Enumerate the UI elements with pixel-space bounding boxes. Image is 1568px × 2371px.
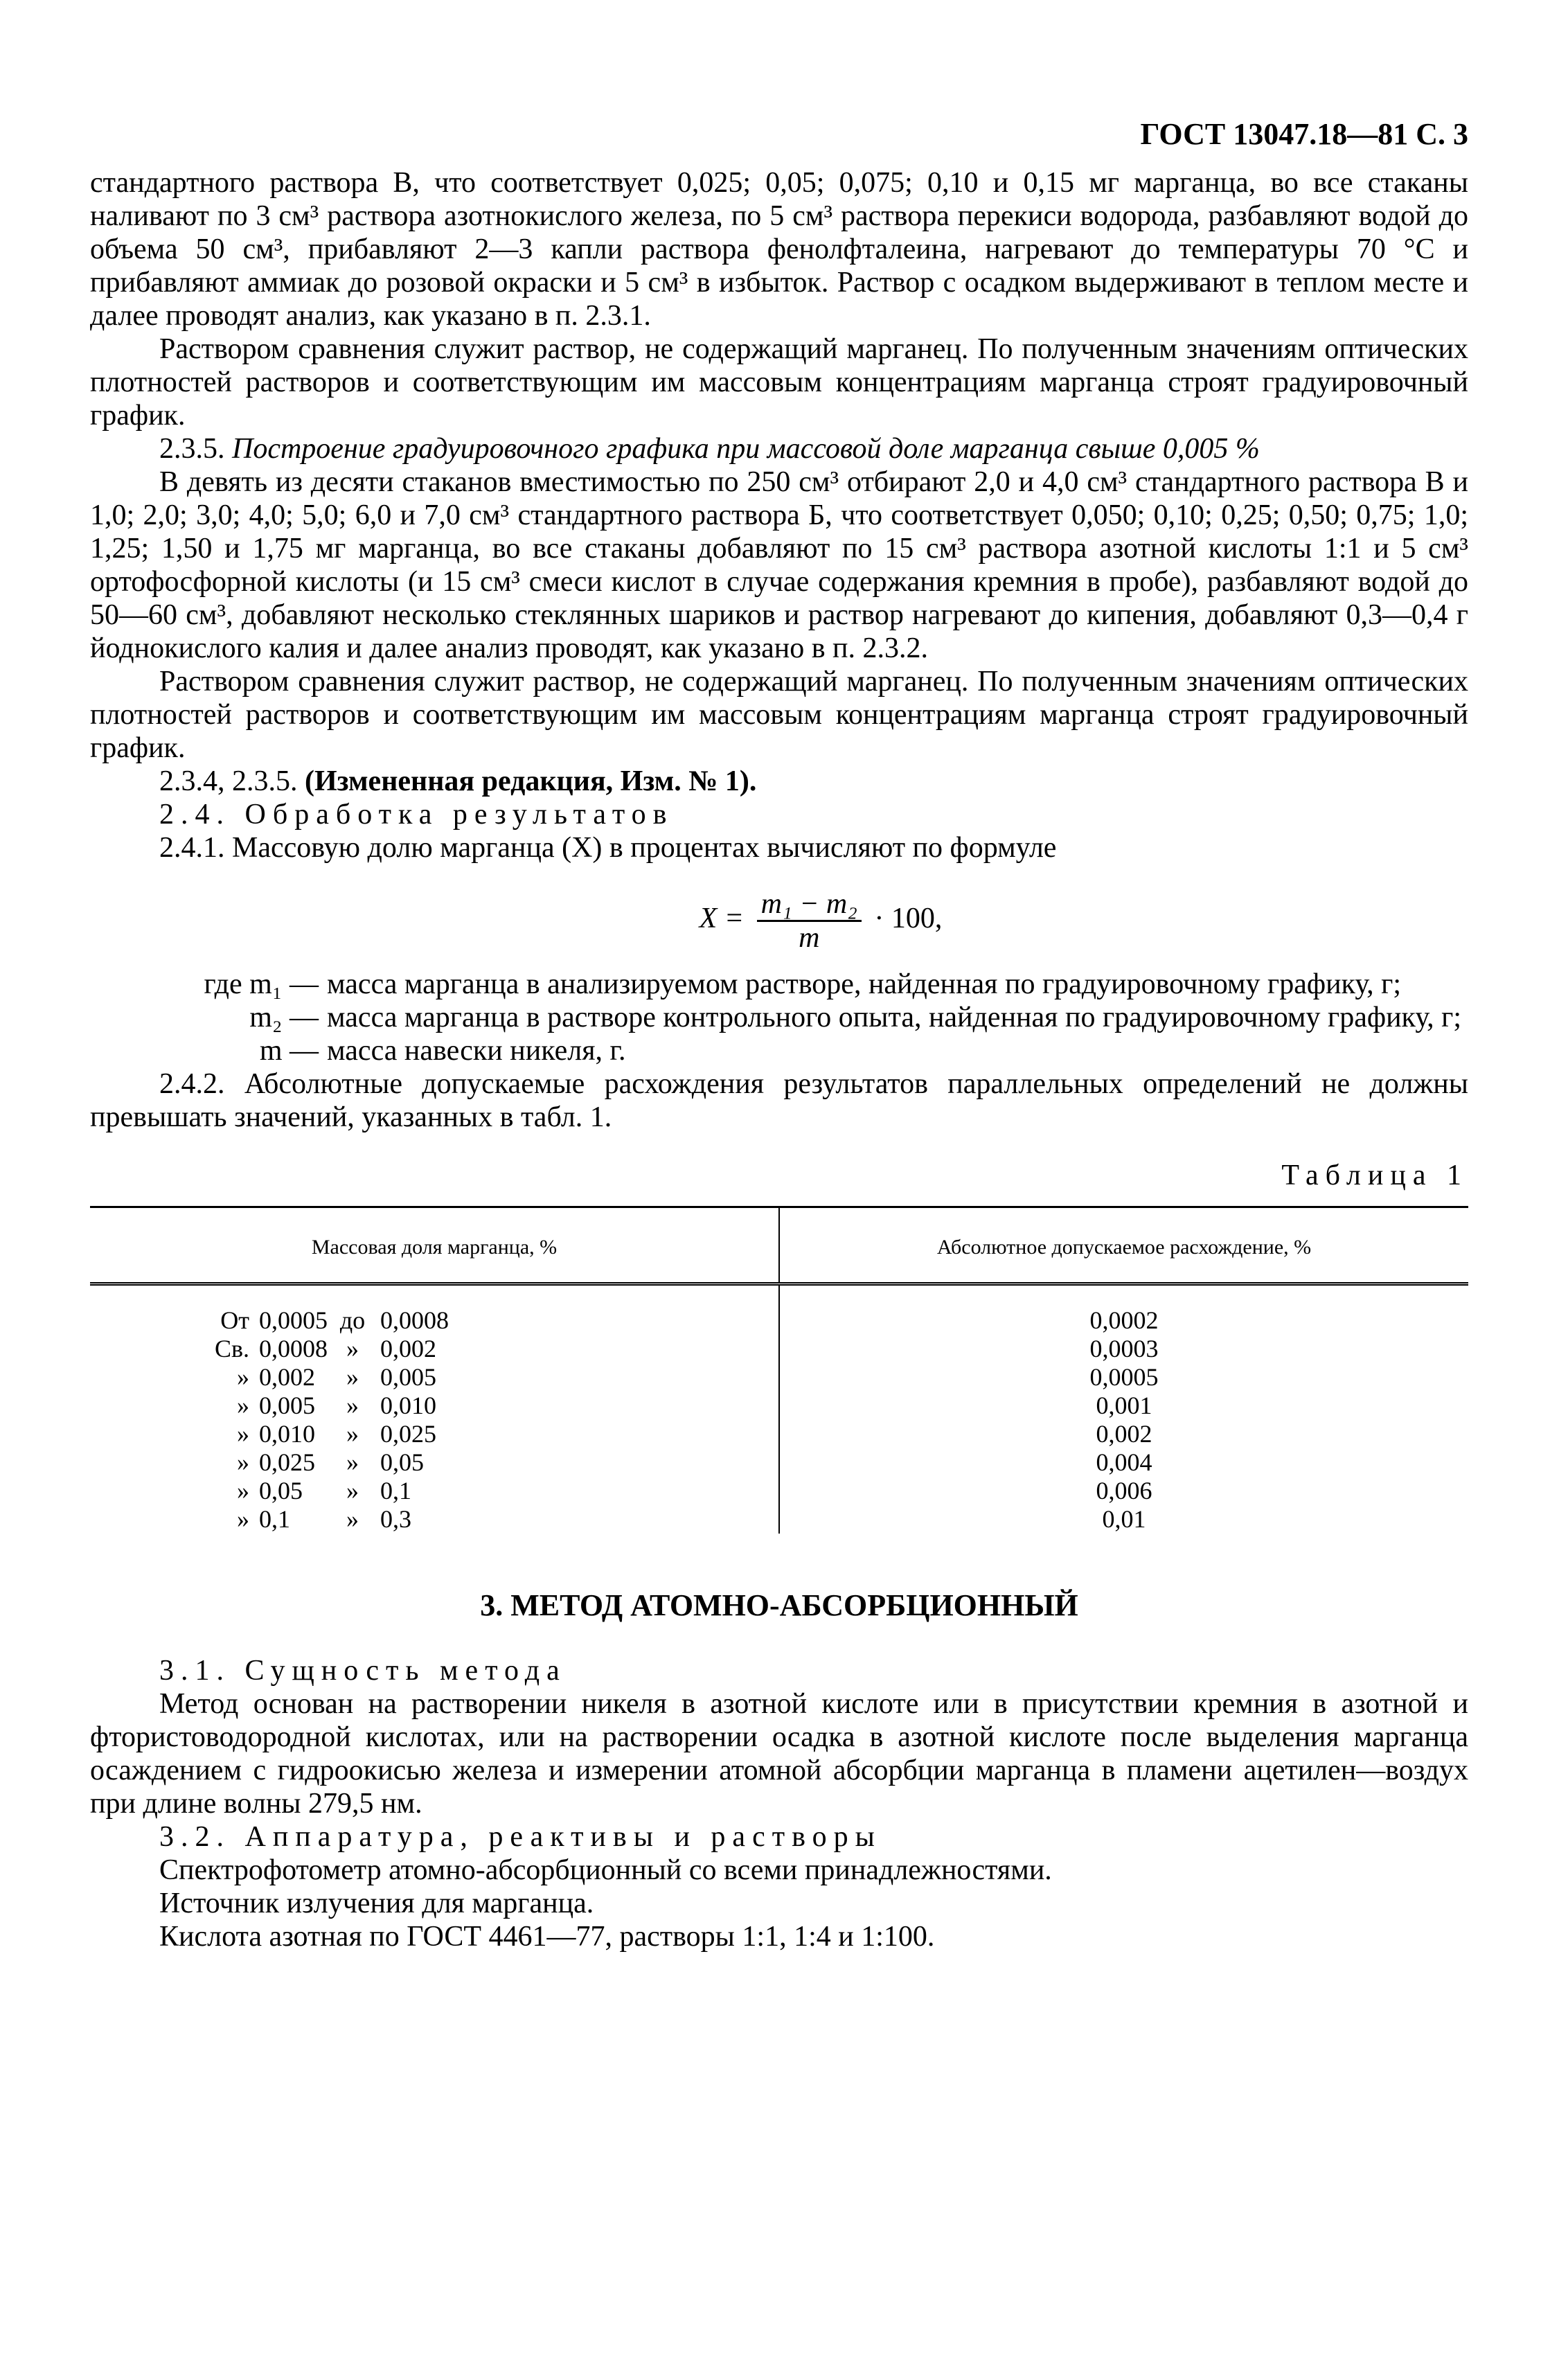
range-joiner: до — [339, 1306, 366, 1334]
table-row — [90, 1335, 1468, 1363]
legend-text: масса марганца в анализируемом растворе, найденная по градуировочному графику, г; — [327, 968, 1402, 1000]
list-item: Источник излучения для марганца. — [159, 1888, 594, 1919]
legend-row — [90, 1034, 1468, 1067]
range-to: 0,05 — [380, 1448, 424, 1476]
paragraph-reference-solution-1: Раствором сравнения служит раствор, не содержащий марганец. По полученным значениям оптических плотностей растворов и соответствующим им массовым концентрациям марганца строят градуировочный график. — [90, 333, 1468, 432]
formula-numerator: m₁ − m₂ — [757, 888, 862, 922]
section-3-1-heading: 3.1. Сущность метода — [159, 1655, 567, 1687]
section-2-3-5-number: 2.3.5. — [159, 433, 225, 465]
legend-text: масса навески никеля, г. — [327, 1035, 626, 1067]
legend-symbol: где m₁ — — [204, 968, 319, 1000]
table-header-tolerance: Абсолютное допускаемое расхождение, % — [779, 1207, 1468, 1284]
tolerance-value: 0,001 — [1096, 1392, 1152, 1419]
table-row — [90, 1505, 1468, 1534]
range-from: 0,05 — [259, 1477, 303, 1504]
paragraph-3-1: Метод основан на растворении никеля в азотной кислоте или в присутствии кремния в азотной и фтористоводородной кислотах, или на растворении осадка в азотной кислоте после выделения марганца осаждением с гидроокисью железа и измерении атомной абсорбции марганца в пламени ацетилен—воздух при длине волны 279,5 нм. — [90, 1688, 1468, 1820]
formula-lhs: X = — [699, 903, 745, 935]
table-header-mass-fraction: Массовая доля марганца, % — [90, 1207, 779, 1284]
range-prefix: Св. — [214, 1335, 249, 1362]
range-to: 0,025 — [380, 1420, 436, 1448]
range-joiner: » — [346, 1477, 359, 1504]
range-prefix: » — [237, 1392, 249, 1419]
table-caption: Таблица 1 — [1281, 1160, 1468, 1191]
section-3-title: 3. МЕТОД АТОМНО-АБСОРБЦИОННЫЙ — [480, 1588, 1078, 1622]
legend-text: масса марганца в растворе контрольного опыта, найденная по градуировочному графику, г; — [327, 1002, 1462, 1033]
range-joiner: » — [346, 1392, 359, 1419]
range-prefix: » — [237, 1448, 249, 1476]
range-prefix: » — [237, 1477, 249, 1504]
amendment-note — [90, 765, 1468, 798]
range-from: 0,005 — [259, 1392, 315, 1419]
section-2-4-heading: 2.4. Обработка результатов — [159, 799, 674, 831]
tolerance-value: 0,006 — [1096, 1477, 1152, 1504]
legend-symbol: m₂ — — [249, 1002, 319, 1033]
list-item: Кислота азотная по ГОСТ 4461—77, растворы 1:1, 1:4 и 1:100. — [159, 1921, 935, 1953]
paragraph-standard-solution: стандартного раствора В, что соответствует 0,025; 0,05; 0,075; 0,10 и 0,15 мг марганца, во все стаканы наливают по 3 см³ раствора азотнокислого железа, по 5 см³ раствора перекиси водорода, разбавляют водой до объема 50 см³, прибавляют 2—3 капли раствора фенолфталеина, нагревают до температуры 70 °С и прибавляют аммиак до розовой окраски и 5 см³ в избыток. Раствор с осадком выдерживают в теплом месте и далее проводят анализ, как указано в п. 2.3.1. — [90, 167, 1468, 332]
amendment-sections: 2.3.4, 2.3.5. — [159, 765, 298, 797]
table-1 — [90, 1206, 1468, 1534]
range-joiner: » — [346, 1448, 359, 1476]
range-prefix: » — [237, 1363, 249, 1391]
table-row — [90, 1363, 1468, 1392]
range-from: 0,0005 — [259, 1306, 328, 1334]
range-prefix: » — [237, 1420, 249, 1448]
range-from: 0,010 — [259, 1420, 315, 1448]
range-to: 0,1 — [380, 1477, 411, 1504]
range-prefix: » — [237, 1505, 249, 1533]
section-2-3-5-heading — [90, 432, 1468, 465]
page-header: ГОСТ 13047.18—81 С. 3 — [1140, 117, 1468, 151]
range-to: 0,010 — [380, 1392, 436, 1419]
range-prefix: От — [220, 1306, 249, 1334]
range-from: 0,002 — [259, 1363, 315, 1391]
legend-row — [90, 1001, 1468, 1034]
range-to: 0,005 — [380, 1363, 436, 1391]
range-from: 0,1 — [259, 1505, 290, 1533]
range-joiner: » — [346, 1420, 359, 1448]
range-joiner: » — [346, 1505, 359, 1533]
table-row — [90, 1448, 1468, 1477]
paragraph-reference-solution-2: Раствором сравнения служит раствор, не содержащий марганец. По полученным значениям оптических плотностей растворов и соответствующим им массовым концентрациям марганца строят градуировочный график. — [90, 666, 1468, 764]
range-to: 0,3 — [380, 1505, 411, 1533]
section-2-3-5-title: Построение градуировочного графика при массовой доле марганца свыше 0,005 % — [232, 433, 1260, 465]
range-from: 0,0008 — [259, 1335, 328, 1362]
document-page — [90, 118, 1468, 1953]
tolerance-value: 0,0002 — [1089, 1306, 1159, 1334]
paragraph-2-4-1: 2.4.1. Массовую долю марганца (X) в процентах вычисляют по формуле — [159, 832, 1057, 864]
table-row — [90, 1306, 1468, 1335]
formula-fraction — [757, 888, 862, 954]
list-item: Спектрофотометр атомно-абсорбционный со всеми принадлежностями. — [159, 1854, 1052, 1886]
paragraph-nine-beakers: В девять из десяти стаканов вместимостью по 250 см³ отбирают 2,0 и 4,0 см³ стандартного раствора В и 1,0; 2,0; 3,0; 4,0; 5,0; 6,0 и 7,0 см³ стандартного раствора Б, что соответствует 0,050; 0,10; 0,25; 0,50; 0,75; 1,0; 1,25; 1,50 и 1,75 мг марганца, во все стаканы добавляют по 15 см³ раствора азотной кислоты 1:1 и 5 см³ ортофосфорной кислоты (и 15 см³ смеси кислот в случае содержания кремния в пробе), разбавляют водой до 50—60 см³, добавляют несколько стеклянных шариков и раствор нагревают до кипения, добавляют 0,3—0,4 г йоднокислого калия и далее анализ проводят, как указано в п. 2.3.2. — [90, 466, 1468, 664]
range-from: 0,025 — [259, 1448, 315, 1476]
legend-row — [90, 968, 1468, 1001]
tolerance-value: 0,0003 — [1089, 1335, 1159, 1362]
tolerance-value: 0,004 — [1096, 1448, 1152, 1476]
range-joiner: » — [346, 1335, 359, 1362]
range-to: 0,0008 — [380, 1306, 449, 1334]
legend-symbol: m — — [259, 1035, 319, 1067]
formula-legend — [90, 968, 1468, 1067]
table-row — [90, 1392, 1468, 1420]
formula — [90, 888, 1468, 954]
table-row — [90, 1420, 1468, 1448]
amendment-text: (Измененная редакция, Изм. № 1). — [305, 765, 757, 797]
formula-tail: · 100, — [874, 903, 943, 935]
formula-denominator: m — [799, 922, 820, 954]
tolerance-value: 0,0005 — [1089, 1363, 1159, 1391]
tolerance-value: 0,01 — [1102, 1505, 1146, 1533]
range-to: 0,002 — [380, 1335, 436, 1362]
table-row — [90, 1477, 1468, 1505]
range-joiner: » — [346, 1363, 359, 1391]
tolerance-value: 0,002 — [1096, 1420, 1152, 1448]
paragraph-2-4-2: 2.4.2. Абсолютные допускаемые расхождения результатов параллельных определений не должны превышать значений, указанных в табл. 1. — [90, 1068, 1468, 1133]
section-3-2-heading: 3.2. Аппаратура, реактивы и растворы — [159, 1821, 882, 1853]
